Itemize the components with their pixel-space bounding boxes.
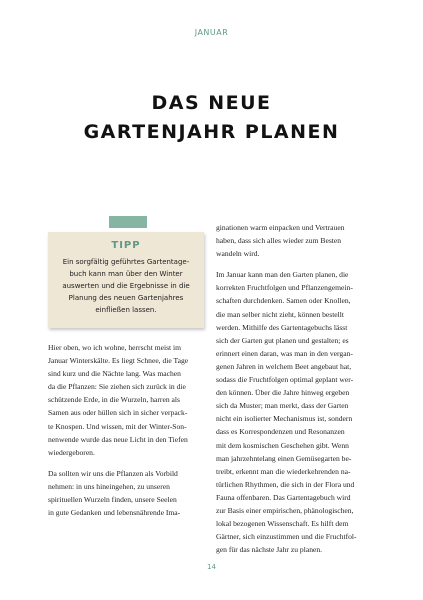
text-line: genen Jahren in welchem Beet angebaut hat, [216, 361, 352, 371]
text-line: Im Januar kann man den Garten planen, die [216, 270, 349, 280]
page-title [0, 89, 423, 147]
text-line: ginationen warm einpacken und Vertrauen [216, 223, 345, 232]
body-paragraph [216, 268, 376, 556]
text-line: nehmen: in uns hineingehen, zu unseren [48, 481, 170, 491]
text-line: sich da Muster; man merkt, dass der Garten [216, 401, 349, 411]
body-paragraph [48, 341, 208, 459]
text-line: dass es Korrespondenzen und Resonanzen [216, 427, 345, 437]
tip-line: buch kann man über den Winter [69, 270, 183, 278]
text-line: wandeln wird. [216, 249, 260, 259]
text-line: türlichen Rhythmen, die sich in der Flora und [216, 479, 355, 489]
text-line: Hier oben, wo ich wohne, herrscht meist im [48, 343, 182, 352]
body-paragraph [48, 467, 208, 519]
text-line: den können. Über die Jahre hinweg ergeben [216, 388, 350, 398]
text-line: mit dem kosmischen Geschehen gibt. Wenn [216, 440, 349, 450]
left-text-column [48, 341, 208, 519]
text-line: werden. Mithilfe des Gartentagebuchs lässt [216, 322, 348, 332]
text-line: Samen aus oder hüllen sich in sicher verpack- [48, 408, 188, 418]
tip-line: auswerten und die Ergebnisse in die [62, 282, 190, 290]
text-line: haben, dass sich alles wieder zum Besten [216, 236, 342, 246]
right-text-column [216, 221, 376, 556]
text-line: in gute Gedanken und lebensnährende Ima- [48, 508, 181, 518]
text-line: wiedergeboren. [48, 447, 95, 457]
body-paragraph [216, 221, 376, 260]
page-number: 14 [207, 563, 216, 571]
text-line: sich der Garten gut planen und gestalten; es [216, 335, 349, 345]
tip-line: Ein sorgfältig geführtes Gartentage- [62, 258, 190, 266]
text-line: man jahrzehntelang einen Gemüsegarten be- [216, 453, 352, 463]
text-line: spirituellen Wurzeln finden, unsere Seelen [48, 495, 177, 505]
text-line: korrekten Fruchtfolgen und Pflanzengemein- [216, 283, 353, 293]
text-line: zur Basis einer empirischen, phänologischen, [216, 505, 354, 515]
text-line: erinnert einen daran, was man in den vergan- [216, 348, 353, 358]
text-line: lokal bezogenen Wissenschaft. Es hilft dem [216, 519, 349, 529]
tip-heading: TIPP [111, 240, 141, 251]
text-line: schaften durchdenken. Samen oder Knollen, [216, 296, 351, 306]
text-line: nenwende wurde das neue Licht in den Tiefen [48, 434, 188, 444]
text-line: treibt, erkennt man die wiederkehrenden na- [216, 466, 351, 476]
title-line-2: GARTENJAHR PLANEN [83, 121, 340, 143]
tip-line: einfließen lassen. [95, 306, 157, 314]
tip-line: Planung des neuen Gartenjahres [68, 294, 184, 302]
text-line: die man selber nicht zieht, können bestellt [216, 309, 344, 319]
text-line: Januar Winterskälte. Es liegt Schnee, die Tage [48, 356, 189, 366]
tip-text [52, 256, 200, 316]
text-line: Gärtner, sich einzustimmen und die Fruchtfol- [216, 532, 357, 542]
text-line: sind kurz und die Nächte lang. Was machen [48, 369, 181, 379]
tip-box [48, 232, 204, 328]
text-line: te Knospen. Und wissen, mit der Winter-Son- [48, 421, 187, 431]
text-line: Da sollten wir uns die Pflanzen als Vorbild [48, 468, 178, 478]
text-line: gen für das nächste Jahr zu planen. [216, 545, 323, 555]
text-line: sodass die Fruchtfolgen optimal geplant wer- [216, 375, 354, 385]
title-line-1: DAS NEUE [151, 92, 272, 114]
text-line: da die Pflanzen: Sie ziehen sich zurück in die [48, 382, 186, 392]
text-line: schützende Erde, in die Wurzeln, harren als [48, 395, 180, 405]
text-line: nicht ein isolierter Mechanismus ist, sondern [216, 414, 353, 424]
tip-tab-decoration [109, 216, 147, 228]
text-line: Fauna offenbaren. Das Gartentagebuch wird [216, 492, 351, 502]
section-header: JANUAR [194, 28, 229, 37]
